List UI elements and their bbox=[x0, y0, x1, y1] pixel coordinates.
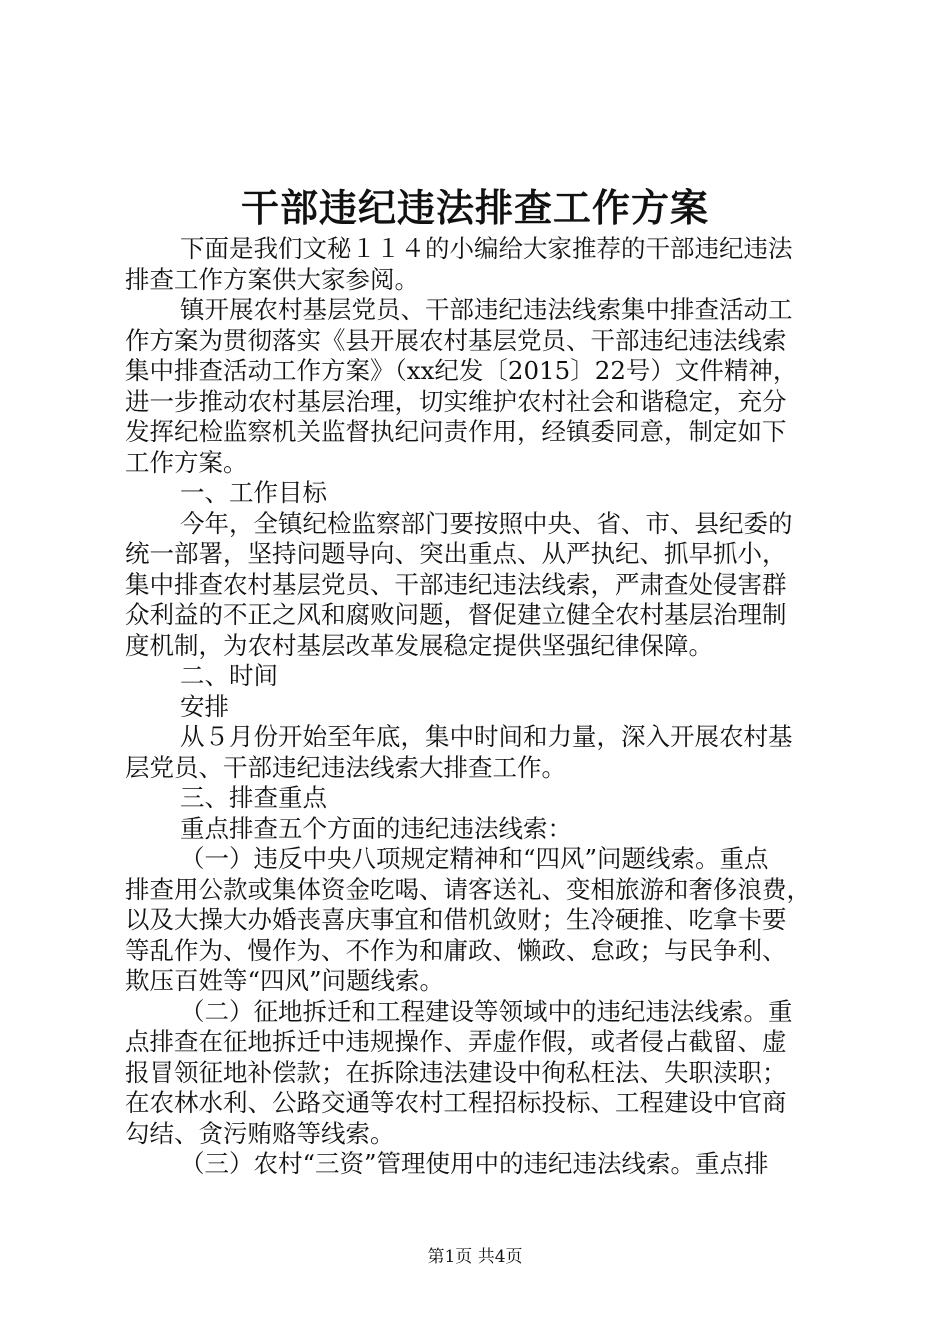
text-line: 下面是我们文秘１１４的小编给大家推荐的干部违纪违法 bbox=[180, 234, 793, 263]
document-body bbox=[125, 234, 830, 1180]
text-line: 集中排查农村基层党员、干部违纪违法线索，严肃查处侵害群 bbox=[125, 569, 787, 599]
text-line: 以及大操大办婚丧喜庆事宜和借机敛财；生冷硬推、吃拿卡要 bbox=[125, 905, 787, 934]
text-line: 报冒领征地补偿款；在拆除违法建设中徇私枉法、失职渎职； bbox=[125, 1057, 787, 1087]
text-line: 统一部署，坚持问题导向、突出重点、从严执纪、抓早抓小， bbox=[125, 539, 787, 568]
text-line: （一）违反中央八项规定精神和“四风”问题线索。重点 bbox=[180, 844, 769, 873]
text-line: （三）农村“三资”管理使用中的违纪违法线索。重点排 bbox=[180, 1149, 769, 1178]
text-line: 今年，全镇纪检监察部门要按照中央、省、市、县纪委的 bbox=[180, 508, 793, 538]
page-footer: 第1页 共4页 bbox=[427, 1247, 523, 1267]
text-line: 发挥纪检监察机关监督执纪问责作用，经镇委同意，制定如下 bbox=[125, 417, 787, 446]
text-line: 排查用公款或集体资金吃喝、请客送礼、变相旅游和奢侈浪费， bbox=[125, 874, 811, 904]
text-line: 三、排查重点 bbox=[180, 783, 327, 812]
text-line: 安排 bbox=[180, 691, 229, 721]
text-line: 层党员、干部违纪违法线索大排查工作。 bbox=[125, 752, 566, 782]
text-line: 工作方案。 bbox=[125, 447, 248, 477]
text-line: 欺压百姓等“四风”问题线索。 bbox=[125, 966, 445, 995]
text-line: 集中排查活动工作方案》（xx纪发〔2015〕22号）文件精神， bbox=[125, 356, 798, 385]
text-line: 等乱作为、慢作为、不作为和庸政、懒政、怠政；与民争利、 bbox=[125, 935, 787, 965]
text-line: 二、时间 bbox=[180, 661, 278, 690]
document-title: 干部违纪违法排查工作方案 bbox=[240, 185, 709, 230]
text-line: 重点排查五个方面的违纪违法线索： bbox=[180, 813, 572, 843]
text-line: 一、工作目标 bbox=[180, 478, 327, 507]
text-line: 进一步推动农村基层治理，切实维护农村社会和谐稳定，充分 bbox=[125, 386, 787, 416]
text-line: 众利益的不正之风和腐败问题，督促建立健全农村基层治理制 bbox=[125, 600, 787, 629]
text-line: 从５月份开始至年底，集中时间和力量，深入开展农村基 bbox=[180, 722, 793, 751]
text-line: 作方案为贯彻落实《县开展农村基层党员、干部违纪违法线索 bbox=[125, 325, 787, 355]
text-line: 勾结、贪污贿赂等线索。 bbox=[125, 1118, 395, 1148]
text-line: （二）征地拆迁和工程建设等领域中的违纪违法线索。重 bbox=[180, 996, 793, 1026]
text-line: 排查工作方案供大家参阅。 bbox=[125, 264, 419, 294]
text-line: 点排查在征地拆迁中违规操作、弄虚作假，或者侵占截留、虚 bbox=[125, 1027, 787, 1056]
text-line: 度机制，为农村基层改革发展稳定提供坚强纪律保障。 bbox=[125, 630, 713, 660]
text-line: 镇开展农村基层党员、干部违纪违法线索集中排查活动工 bbox=[180, 295, 793, 324]
text-line: 在农林水利、公路交通等农村工程招标投标、工程建设中官商 bbox=[125, 1088, 787, 1117]
